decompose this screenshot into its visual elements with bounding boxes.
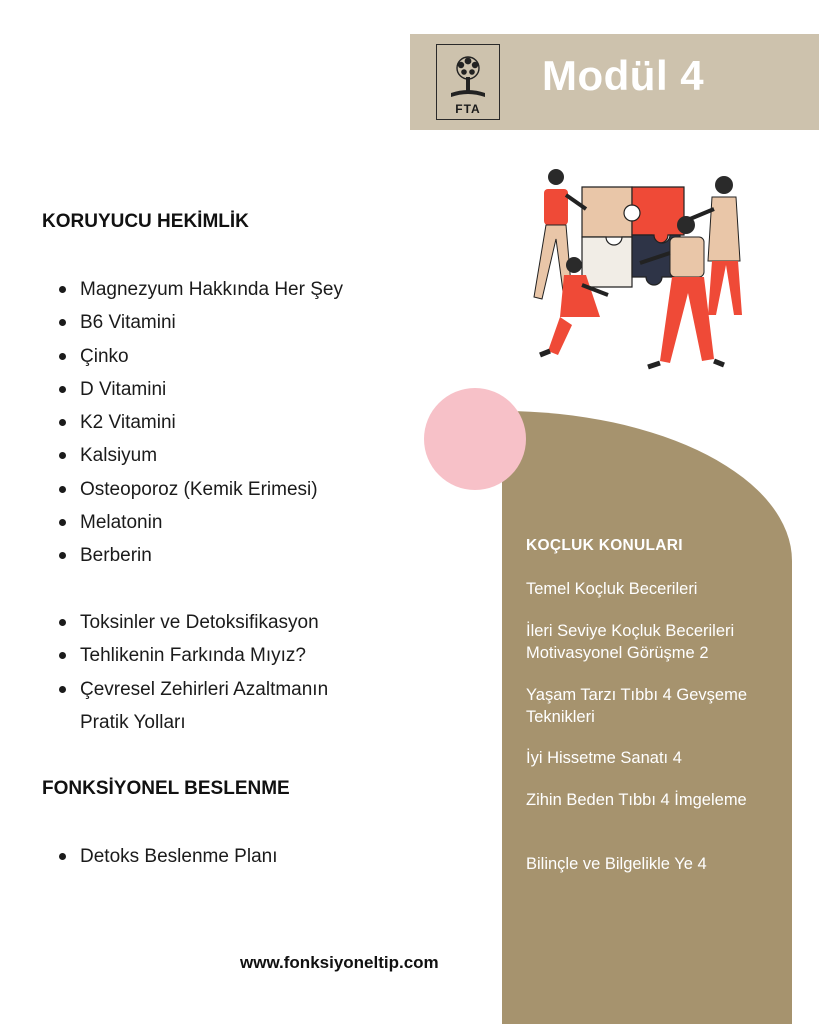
list-item: Detoks Beslenme Planı — [42, 840, 412, 873]
list-item: Çevresel Zehirleri Azaltmanın Pratik Yolları — [42, 673, 372, 740]
nutrition-list — [42, 840, 412, 873]
coaching-item: Zihin Beden Tıbbı 4 İmgeleme — [526, 791, 747, 809]
nutrition-heading: FONKSİYONEL BESLENME — [42, 778, 290, 799]
list-item: Melatonin — [42, 506, 412, 539]
list-item: Magnezyum Hakkında Her Şey — [42, 273, 412, 306]
module-title: Modül 4 — [542, 52, 705, 99]
logo-text: FTA — [455, 102, 481, 116]
puzzle-team-illustration — [520, 165, 760, 375]
tree-icon — [445, 51, 491, 101]
list-item: Tehlikenin Farkında Mıyız? — [42, 639, 372, 672]
coaching-heading: KOÇLUK KONULARI — [526, 537, 683, 554]
list-item: B6 Vitamini — [42, 306, 412, 339]
list-item: Toksinler ve Detoksifikasyon — [42, 606, 372, 639]
fta-logo — [436, 44, 500, 120]
list-item: K2 Vitamini — [42, 406, 412, 439]
preventive-list — [42, 273, 412, 573]
list-item: Berberin — [42, 539, 412, 572]
coaching-item: İyi Hissetme Sanatı 4 — [526, 749, 682, 767]
coaching-item: Temel Koçluk Becerileri — [526, 580, 698, 598]
coaching-item: Yaşam Tarzı Tıbbı 4 Gevşeme Teknikleri — [526, 686, 748, 726]
decorative-circle — [424, 388, 526, 490]
header-band — [410, 34, 819, 130]
list-item: D Vitamini — [42, 373, 412, 406]
coaching-item: Bilinçle ve Bilgelikle Ye 4 — [526, 855, 707, 873]
coaching-item: İleri Seviye Koçluk Becerileri Motivasyonel Görüşme 2 — [526, 622, 735, 662]
list-item: Osteoporoz (Kemik Erimesi) — [42, 473, 412, 506]
list-item: Çinko — [42, 340, 412, 373]
list-item: Kalsiyum — [42, 439, 412, 472]
toxin-list — [42, 606, 372, 739]
website-link[interactable]: www.fonksiyoneltip.com — [240, 953, 439, 972]
preventive-heading: KORUYUCU HEKİMLİK — [42, 211, 249, 232]
